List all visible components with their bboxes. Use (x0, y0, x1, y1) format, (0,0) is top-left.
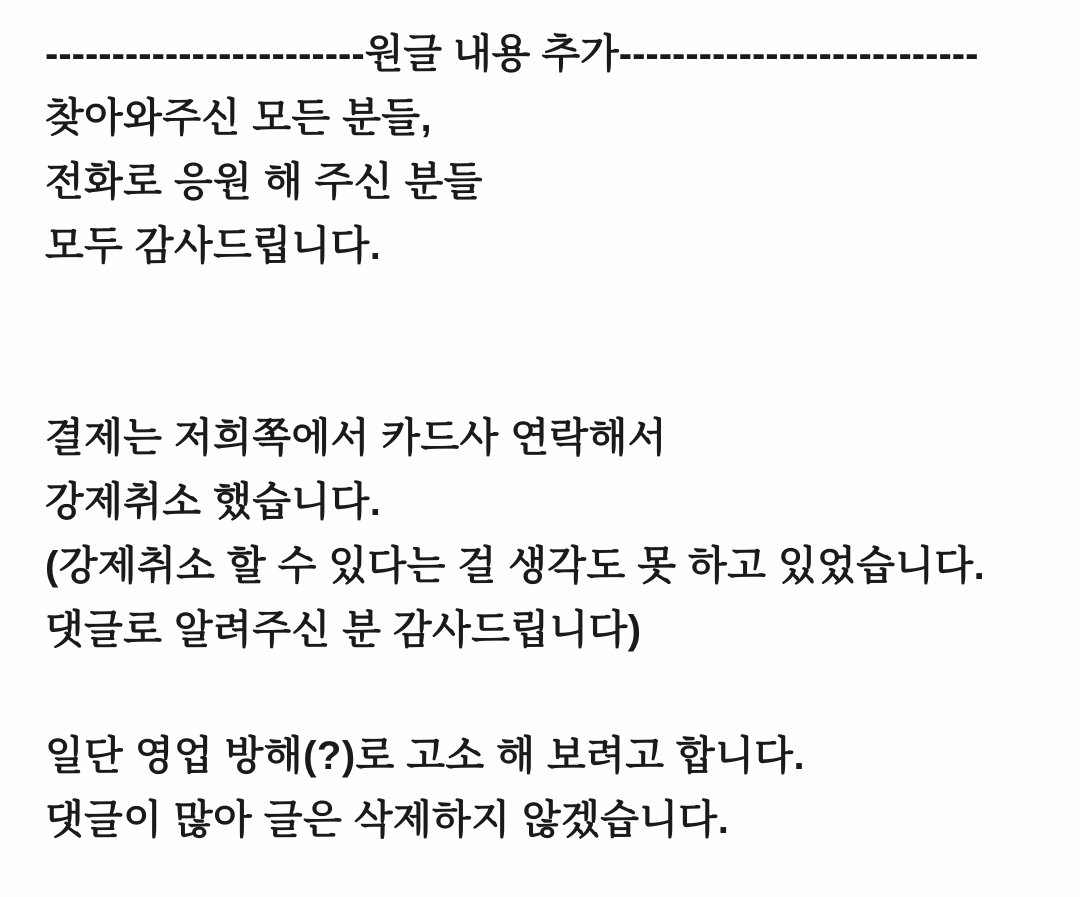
text-line: 결제는 저희쪽에서 카드사 연락해서 (45, 416, 667, 460)
text-line: 댓글로 알려주신 분 감사드립니다) (45, 608, 642, 652)
text-line: 찾아와주신 모든 분들, (45, 96, 433, 140)
lawsuit-paragraph (45, 724, 1050, 852)
text-line: 일단 영업 방해(?)로 고소 해 보려고 합니다. (45, 734, 806, 778)
thanks-paragraph (45, 86, 1050, 278)
text-line: 댓글이 많아 글은 삭제하지 않겠습니다. (45, 798, 730, 842)
text-line: 강제취소 했습니다. (45, 480, 382, 524)
text-line: (강제취소 할 수 있다는 걸 생각도 못 하고 있었습니다. (45, 544, 986, 588)
payment-cancellation-paragraph (45, 406, 1050, 662)
text-line: 모두 감사드립니다. (45, 224, 382, 268)
text-line: 전화로 응원 해 주신 분들 (45, 160, 483, 204)
original-post-addendum-divider: ------------------------원글 내용 추가--------------------------- (45, 32, 979, 76)
